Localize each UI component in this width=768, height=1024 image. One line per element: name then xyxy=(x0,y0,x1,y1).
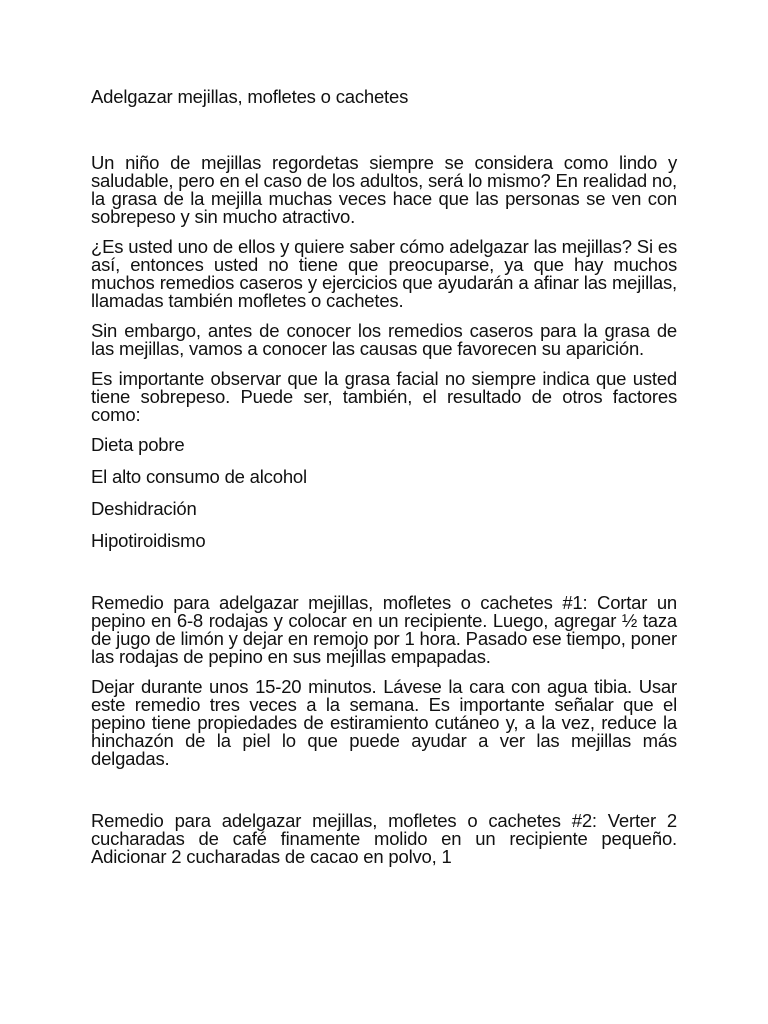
spacer xyxy=(91,564,677,594)
list-item: Dieta pobre xyxy=(91,434,185,455)
list-item: Hipotiroidismo xyxy=(91,530,206,551)
intro-paragraph-1: Un niño de mejillas regordetas siempre se considera como lindo y saludable, pero en el caso de los adultos, será lo mismo? En realidad no, la grasa de la mejilla muchas veces hace que las personas se ven con sobrepeso y sin mucho atractivo. xyxy=(91,152,677,227)
list-item: Deshidración xyxy=(91,498,197,519)
remedy-1-paragraph-1: Remedio para adelgazar mejillas, mofletes o cachetes #1: Cortar un pepino en 6-8 rodajas y colocar en un recipiente. Luego, agregar ½ taza de jugo de limón y dejar en remojo por 1 hora. Pasado ese tiempo, poner las rodajas de pepino en sus mejillas empapadas. xyxy=(91,592,677,667)
factors-list xyxy=(91,436,677,550)
intro-paragraph-2: ¿Es usted uno de ellos y quiere saber cómo adelgazar las mejillas? Si es así, entonces usted no tiene que preocuparse, ya que hay muchos muchos remedios caseros y ejercicios que ayudarán a afinar las mejillas, llamadas también mofletes o cachetes. xyxy=(91,236,677,311)
remedy-2-paragraph-1: Remedio para adelgazar mejillas, mofletes o cachetes #2: Verter 2 cucharadas de café finamente molido en un recipiente pequeño. Adicionar 2 cucharadas de cacao en polvo, 1 xyxy=(91,810,677,867)
document-page xyxy=(91,88,677,878)
remedy-1-paragraph-2: Dejar durante unos 15-20 minutos. Lávese la cara con agua tibia. Usar este remedio tres veces a la semana. Es importante señalar que el pepino tiene propiedades de estiramiento cutáneo y, a la vez, reduce la hinchazón de la piel lo que puede ayudar a ver las mejillas más delgadas. xyxy=(91,676,677,769)
list-item: El alto consumo de alcohol xyxy=(91,466,307,487)
intro-paragraph-4: Es importante observar que la grasa facial no siempre indica que usted tiene sobrepeso. Puede ser, también, el resultado de otros factores como: xyxy=(91,368,677,425)
intro-paragraph-3: Sin embargo, antes de conocer los remedios caseros para la grasa de las mejillas, vamos a conocer las causas que favorecen su aparición. xyxy=(91,320,677,359)
document-title: Adelgazar mejillas, mofletes o cachetes xyxy=(91,86,409,107)
spacer xyxy=(91,780,677,812)
